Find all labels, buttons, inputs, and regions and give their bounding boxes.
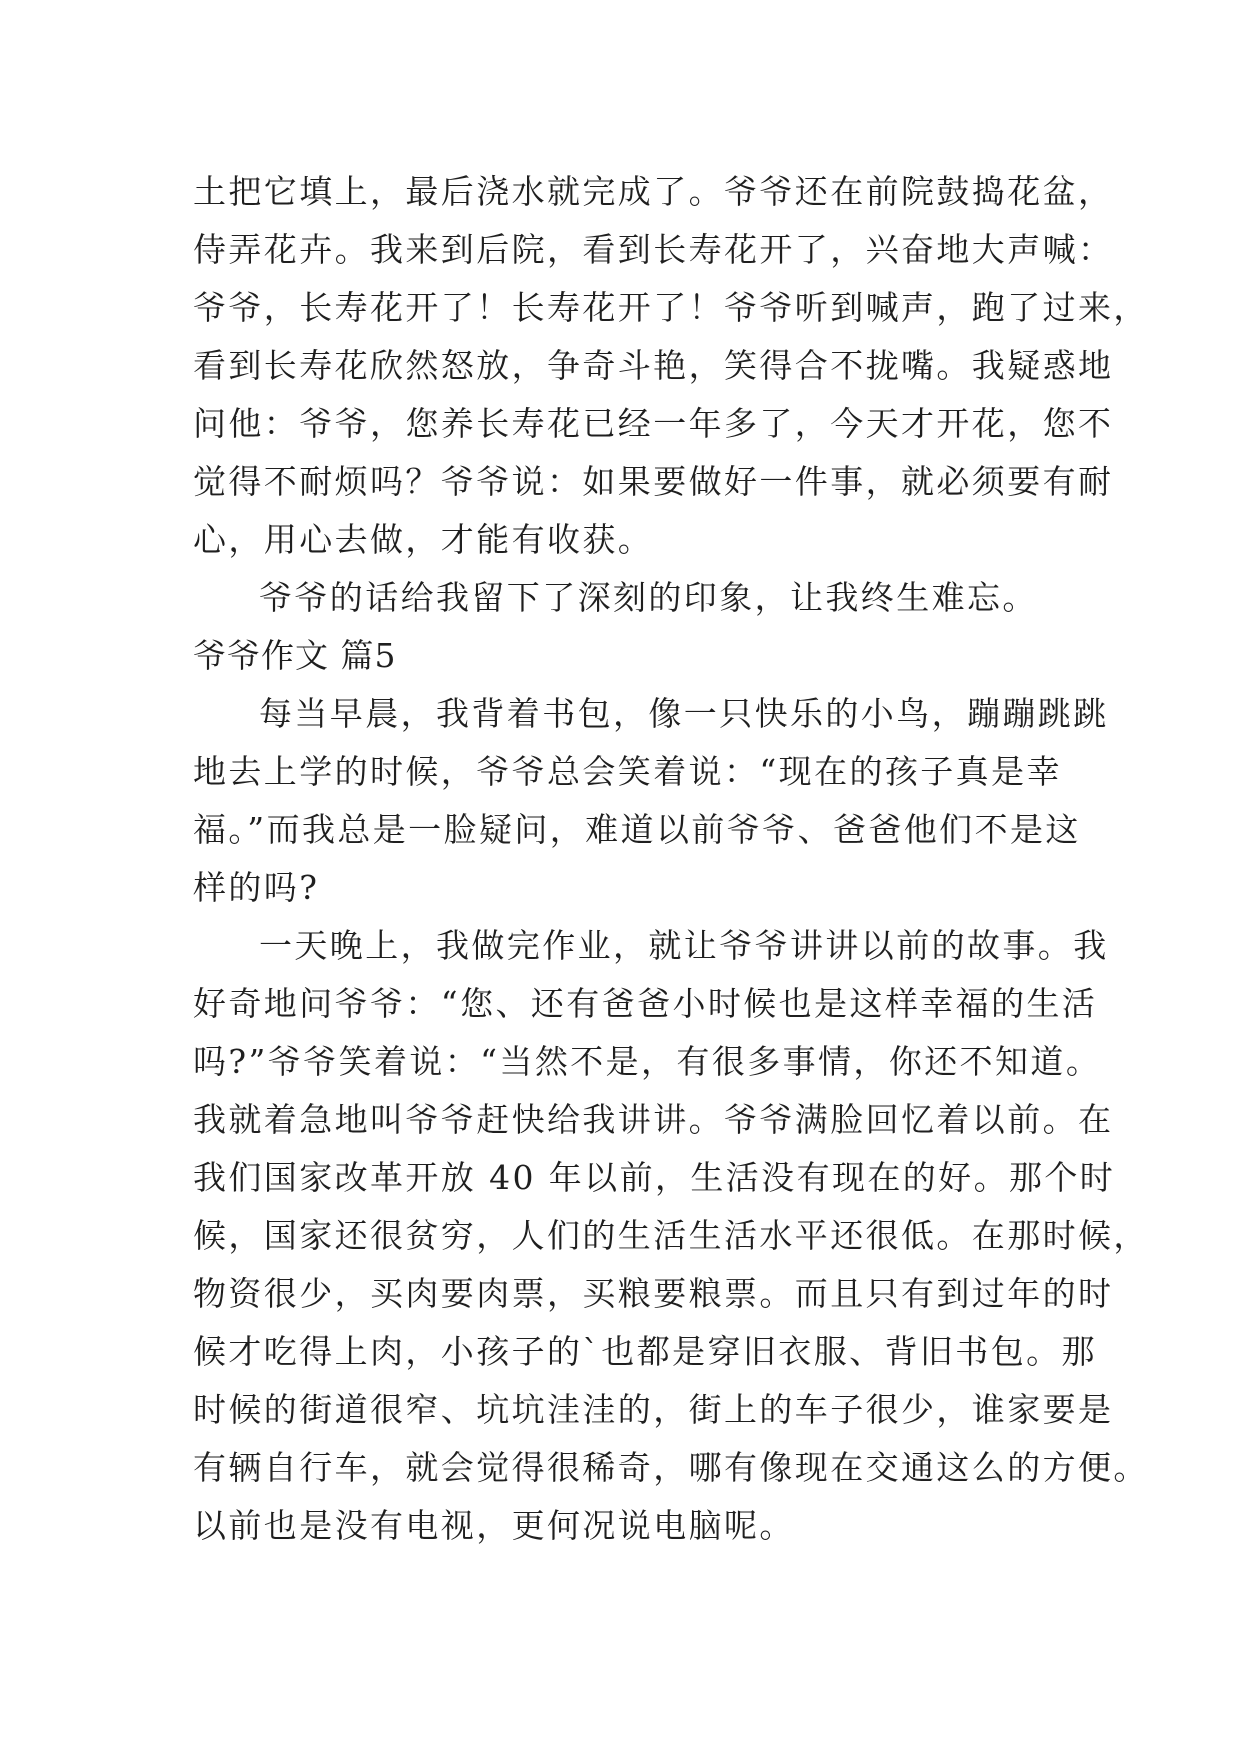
text-line: 好奇地问爷爷：“您、还有爸爸小时候也是这样幸福的生活 bbox=[193, 984, 1098, 1023]
text-line: 每当早晨，我背着书包，像一只快乐的小鸟，蹦蹦跳跳 bbox=[259, 694, 1109, 733]
text-line: 地去上学的时候，爷爷总会笑着说：“现在的孩子真是幸 bbox=[193, 752, 1062, 791]
text-line: 土把它填上，最后浇水就完成了。爷爷还在前院鼓捣花盆， bbox=[193, 172, 1114, 211]
text-line: 觉得不耐烦吗？爷爷说：如果要做好一件事，就必须要有耐 bbox=[193, 462, 1114, 501]
text-line: 有辆自行车，就会觉得很稀奇，哪有像现在交通这么的方便。 bbox=[193, 1448, 1149, 1487]
text-line: 物资很少，买肉要肉票，买粮要粮票。而且只有到过年的时 bbox=[193, 1274, 1114, 1313]
text-line: 心，用心去做，才能有收获。 bbox=[193, 520, 654, 559]
text-line: 福。”而我总是一脸疑问，难道以前爷爷、爸爸他们不是这 bbox=[193, 810, 1081, 849]
text-line: 以前也是没有电视，更何况说电脑呢。 bbox=[193, 1506, 795, 1545]
text-line: 时候的街道很窄、坑坑洼洼的，街上的车子很少，谁家要是 bbox=[193, 1390, 1114, 1429]
text-line: 我就着急地叫爷爷赶快给我讲讲。爷爷满脸回忆着以前。在 bbox=[193, 1100, 1114, 1139]
text-line: 问他：爷爷，您养长寿花已经一年多了，今天才开花，您不 bbox=[193, 404, 1114, 443]
section-heading: 爷爷作文 篇5 bbox=[193, 636, 397, 675]
text-line: 侍弄花卉。我来到后院，看到长寿花开了，兴奋地大声喊： bbox=[193, 230, 1114, 269]
text-line: 我们国家改革开放 40 年以前，生活没有现在的好。那个时 bbox=[193, 1158, 1116, 1197]
text-line: 候才吃得上肉，小孩子的`也都是穿旧衣服、背旧书包。那 bbox=[193, 1332, 1097, 1371]
text-line: 爷爷，长寿花开了！长寿花开了！爷爷听到喊声，跑了过来， bbox=[193, 288, 1149, 327]
text-line: 看到长寿花欣然怒放，争奇斗艳，笑得合不拢嘴。我疑惑地 bbox=[193, 346, 1114, 385]
essay-body bbox=[193, 163, 1149, 1555]
text-line: 候，国家还很贫穷，人们的生活生活水平还很低。在那时候， bbox=[193, 1216, 1149, 1255]
text-line: 样的吗? bbox=[193, 868, 320, 907]
text-line: 吗?”爷爷笑着说：“当然不是，有很多事情，你还不知道。 bbox=[193, 1042, 1102, 1081]
text-line: 爷爷的话给我留下了深刻的印象，让我终生难忘。 bbox=[259, 578, 1038, 617]
text-line: 一天晚上，我做完作业，就让爷爷讲讲以前的故事。我 bbox=[259, 926, 1109, 965]
